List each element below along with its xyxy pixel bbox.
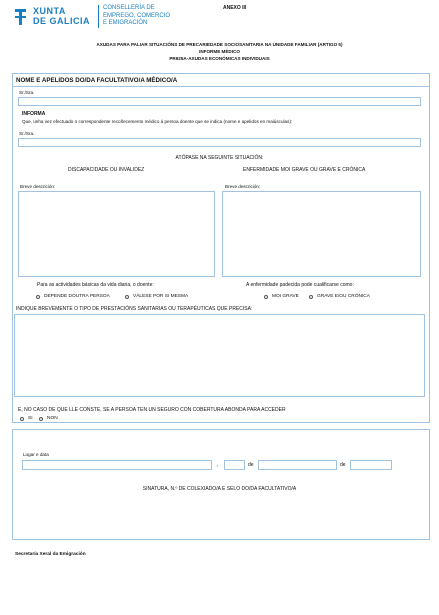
situation-title: ATÓPASE NA SEGUINTE SITUACIÓN: — [175, 155, 264, 161]
radio-self-sufficient[interactable] — [125, 295, 129, 299]
day-field[interactable] — [224, 460, 245, 470]
radio-insurance-no[interactable] — [39, 417, 43, 421]
logo-divider — [98, 5, 99, 28]
xunta-emblem-icon — [12, 7, 29, 27]
disease-column-title: ENFERMIDADE MOI GRAVE OU GRAVE E CRÓNICA — [243, 167, 366, 173]
option-depends-on-other[interactable] — [36, 294, 110, 299]
annex-label: ANEXO III — [223, 5, 247, 11]
brief-description-label-1: Breve descrición: — [20, 184, 56, 189]
radio-depends-on-other[interactable] — [36, 295, 40, 299]
ministry-line-1: CONSELLERÍA DE — [103, 5, 155, 11]
radio-very-serious[interactable] — [264, 295, 268, 299]
document-title-1: AXUDAS PARA PALIAR SITUACIÓNS DE PRECARIEDADE SOCIOSANITARIA NA UNIDADE FAMILIAR (ARTIGO 5) — [96, 42, 343, 47]
ministry-name — [103, 5, 170, 28]
comma-separator: , — [217, 462, 219, 468]
logo-line-1: XUNTA — [33, 6, 66, 16]
option-no-label: NON — [47, 416, 58, 421]
option-very-serious-label: MOI GRAVE — [272, 294, 299, 299]
radio-serious-chronic[interactable] — [309, 295, 313, 299]
place-date-label: Lugar e data — [23, 452, 49, 457]
option-self-label: VÁLESE POR SI MESMA — [133, 294, 189, 299]
secretariat-footer: Secretaría Xeral da Emigración — [15, 552, 86, 557]
daily-activities-label: Para as actividades básicas da vida diaria, o doente: — [37, 282, 154, 288]
place-field[interactable] — [22, 460, 212, 470]
option-serious-chronic-label: GRAVE E/OU CRÓNICA — [317, 294, 370, 299]
option-serious-chronic[interactable] — [309, 294, 370, 299]
option-yes-label: SI — [28, 416, 33, 421]
disability-column-title: DISCAPACIDADE OU INVALIDEZ — [68, 167, 145, 173]
sr-label-1: Sr./Sra. — [19, 90, 35, 95]
radio-insurance-yes[interactable] — [20, 417, 24, 421]
de-label-2: de — [340, 462, 346, 468]
year-field[interactable] — [350, 460, 392, 470]
xunta-logo — [12, 6, 102, 28]
informa-text: Que, unha vez efectuado o correspondente recoñecemento médico á persoa doente que se indica (nome e apelidos en maiúsculas): — [22, 119, 293, 124]
ministry-line-2: EMPREGO, COMERCIO — [103, 12, 171, 19]
logo-line-2: DE GALICIA — [33, 16, 91, 26]
option-self-sufficient[interactable] — [125, 294, 188, 299]
option-very-serious[interactable] — [264, 294, 299, 299]
patient-name-field[interactable] — [18, 138, 421, 147]
signature-label: SINATURA, N.º DE COLEXIADO/A E SELO DO/DA FACULTATIVO/A — [142, 486, 297, 492]
services-label: INDIQUE BREVEMENTE O TIPO DE PRESTACIÓNS SANITARIAS OU TERAPÉUTICAS QUE PRECISA: — [16, 306, 253, 312]
disease-qualification-label: A enfermidade padecida pode cualificarse como: — [246, 282, 354, 288]
option-insurance-yes[interactable] — [20, 416, 33, 421]
de-label-1: de — [248, 462, 254, 468]
document-title-3: PR925A-AXUDAS ECONÓMICAS INDIVIDUAIS — [169, 56, 270, 61]
doctor-section-title: NOME E APELIDOS DO/DA FACULTATIVO/A MÉDICO/A — [16, 77, 178, 84]
option-insurance-no[interactable] — [39, 416, 58, 421]
sr-label-2: Sr./Sra. — [19, 131, 35, 136]
disease-description-field[interactable] — [222, 191, 421, 277]
ministry-line-3: E EMIGRACIÓN — [103, 20, 148, 26]
services-field[interactable] — [14, 314, 425, 397]
informa-label: INFORMA — [22, 111, 46, 117]
document-title-2: INFORME MÉDICO — [199, 49, 240, 54]
month-field[interactable] — [258, 460, 337, 470]
doctor-section-divider — [12, 86, 430, 87]
signature-section — [12, 429, 430, 540]
option-depends-label: DEPENDE DOUTRA PERSOA — [44, 294, 110, 299]
insurance-label: E, NO CASO DE QUE LLE CONSTE, SE A PERSOA TEN UN SEGURO CON COBERTURA ABONDA PARA ACCEDER — [18, 407, 286, 413]
brief-description-label-2: Breve descrición: — [225, 184, 261, 189]
disability-description-field[interactable] — [18, 191, 215, 277]
doctor-name-field[interactable] — [18, 97, 421, 106]
